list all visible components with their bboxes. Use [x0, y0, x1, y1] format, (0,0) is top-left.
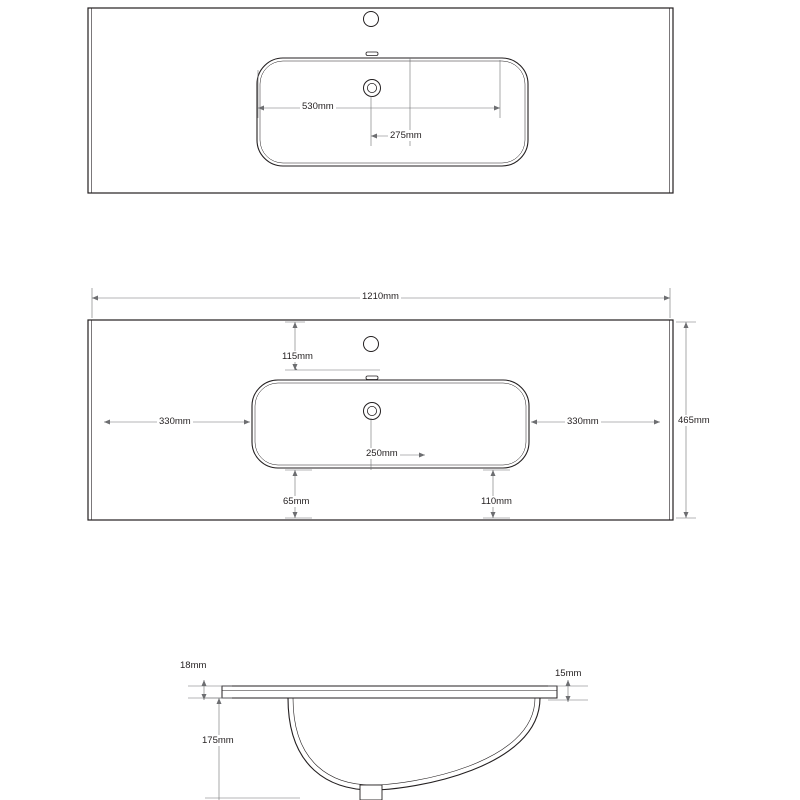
dim-label-bowl-height: 175mm — [202, 735, 234, 746]
lower-waste-hole — [364, 403, 381, 420]
upper-tap-hole — [364, 12, 379, 27]
dim-label-overall-depth: 465mm — [678, 415, 710, 426]
dim-label-bowl-width: 530mm — [302, 101, 334, 112]
lower-tap-hole — [364, 337, 379, 352]
upper-bowl-outline — [257, 58, 528, 166]
lower-overflow-slot — [366, 376, 378, 380]
dim-label-tap-from-rear: 115mm — [282, 351, 313, 362]
dim-label-tap-to-bowl: 275mm — [390, 130, 422, 141]
dim-label-left-margin: 330mm — [159, 416, 191, 427]
dim-label-front-left: 65mm — [283, 496, 310, 507]
dim-label-front-right: 110mm — [481, 496, 512, 507]
dim-label-overall-length: 1210mm — [362, 291, 399, 302]
dim-label-edge-thickness: 15mm — [555, 668, 582, 679]
upper-waste-hole — [364, 80, 381, 97]
dim-label-bowl-depth: 250mm — [366, 448, 398, 459]
dim-label-right-margin: 330mm — [567, 416, 599, 427]
upper-overflow-slot — [366, 52, 378, 56]
section-view-outline — [222, 686, 557, 800]
dim-label-top-thickness: 18mm — [180, 660, 207, 671]
